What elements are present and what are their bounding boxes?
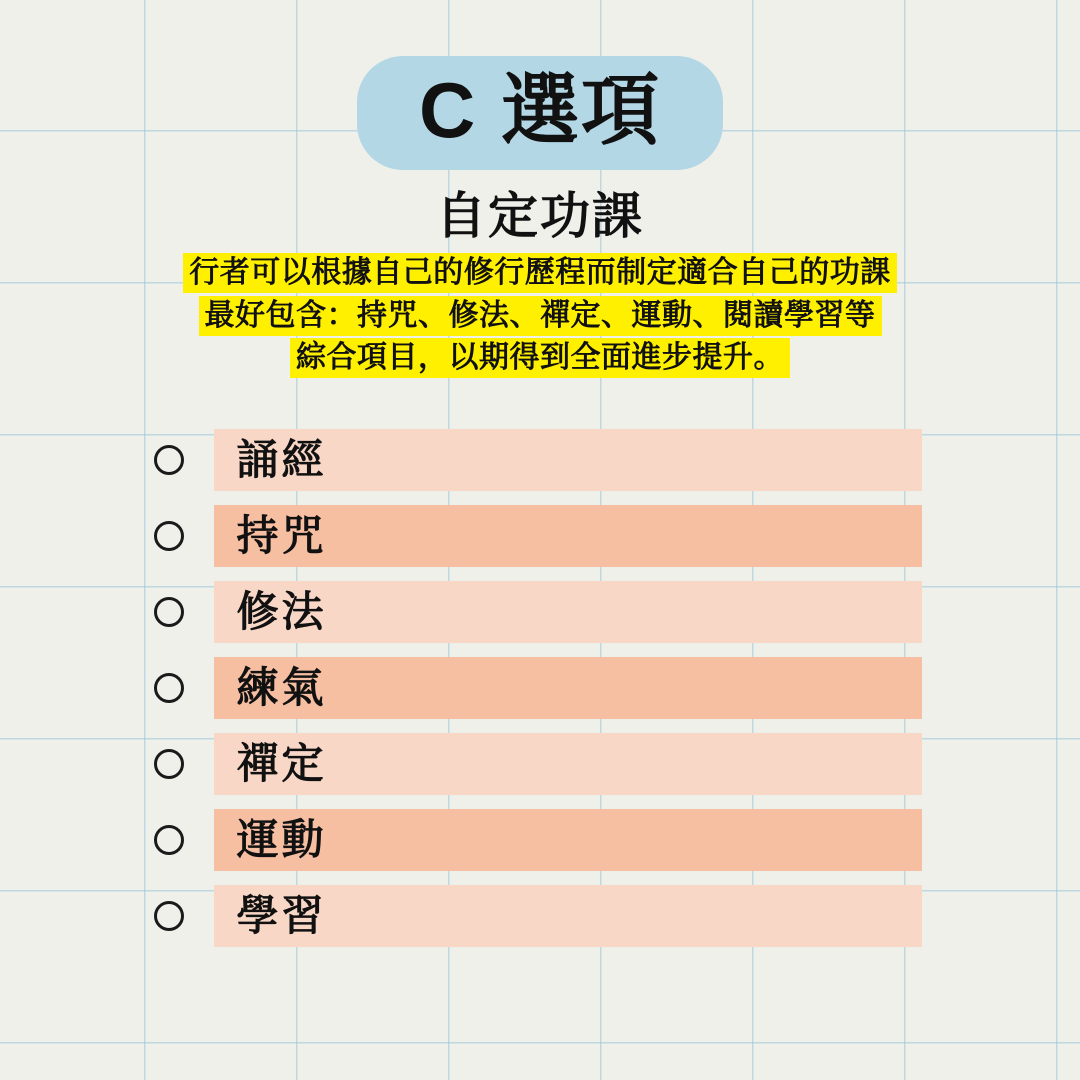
checklist-label-cell (214, 429, 349, 491)
circle-outline-icon[interactable] (154, 521, 184, 551)
checkbox-cell[interactable] (0, 521, 214, 551)
circle-outline-icon[interactable] (154, 445, 184, 475)
checklist-item-label: 誦經 (236, 436, 327, 483)
circle-outline-icon[interactable] (154, 673, 184, 703)
checklist-row[interactable] (0, 574, 1080, 650)
description-line-text: 最好包含：持咒、修法、禪定、運動、閱讀學習等 (199, 296, 882, 336)
circle-outline-icon[interactable] (154, 825, 184, 855)
checklist-label-cell (214, 885, 349, 947)
checklist (0, 422, 1080, 954)
checkbox-cell[interactable] (0, 597, 214, 627)
checklist-row[interactable] (0, 878, 1080, 954)
checklist-item-label: 練氣 (236, 664, 327, 711)
checklist-label-cell (214, 809, 349, 871)
checklist-write-area[interactable] (349, 809, 922, 871)
checklist-item-label: 運動 (236, 816, 327, 863)
checklist-row[interactable] (0, 498, 1080, 574)
checkbox-cell[interactable] (0, 825, 214, 855)
checkbox-cell[interactable] (0, 749, 214, 779)
checklist-row[interactable] (0, 726, 1080, 802)
checklist-item-label: 持咒 (236, 512, 327, 559)
circle-outline-icon[interactable] (154, 597, 184, 627)
checklist-row[interactable] (0, 650, 1080, 726)
description-block (0, 252, 1080, 380)
description-line-text: 綜合項目，以期得到全面進步提升。 (290, 338, 790, 378)
title-pill (357, 56, 723, 170)
checklist-write-area[interactable] (349, 885, 922, 947)
checklist-write-area[interactable] (349, 581, 922, 643)
checklist-label-cell (214, 657, 349, 719)
subtitle: 自定功課 (436, 188, 644, 244)
checklist-label-cell (214, 733, 349, 795)
checkbox-cell[interactable] (0, 901, 214, 931)
checkbox-cell[interactable] (0, 445, 214, 475)
description-line (0, 252, 1080, 295)
checklist-write-area[interactable] (349, 733, 922, 795)
description-line (0, 295, 1080, 338)
checklist-item-label: 禪定 (236, 740, 327, 787)
checklist-write-area[interactable] (349, 429, 922, 491)
description-line (0, 337, 1080, 380)
checklist-label-cell (214, 505, 349, 567)
checklist-item-label: 修法 (236, 588, 327, 635)
checklist-row[interactable] (0, 422, 1080, 498)
checklist-write-area[interactable] (349, 657, 922, 719)
checklist-row[interactable] (0, 802, 1080, 878)
circle-outline-icon[interactable] (154, 749, 184, 779)
page-title: C 選項 (418, 66, 661, 154)
checklist-item-label: 學習 (236, 892, 327, 939)
description-line-text: 行者可以根據自己的修行歷程而制定適合自己的功課 (183, 253, 897, 293)
checklist-label-cell (214, 581, 349, 643)
circle-outline-icon[interactable] (154, 901, 184, 931)
checklist-write-area[interactable] (349, 505, 922, 567)
checkbox-cell[interactable] (0, 673, 214, 703)
title-banner (0, 56, 1080, 170)
